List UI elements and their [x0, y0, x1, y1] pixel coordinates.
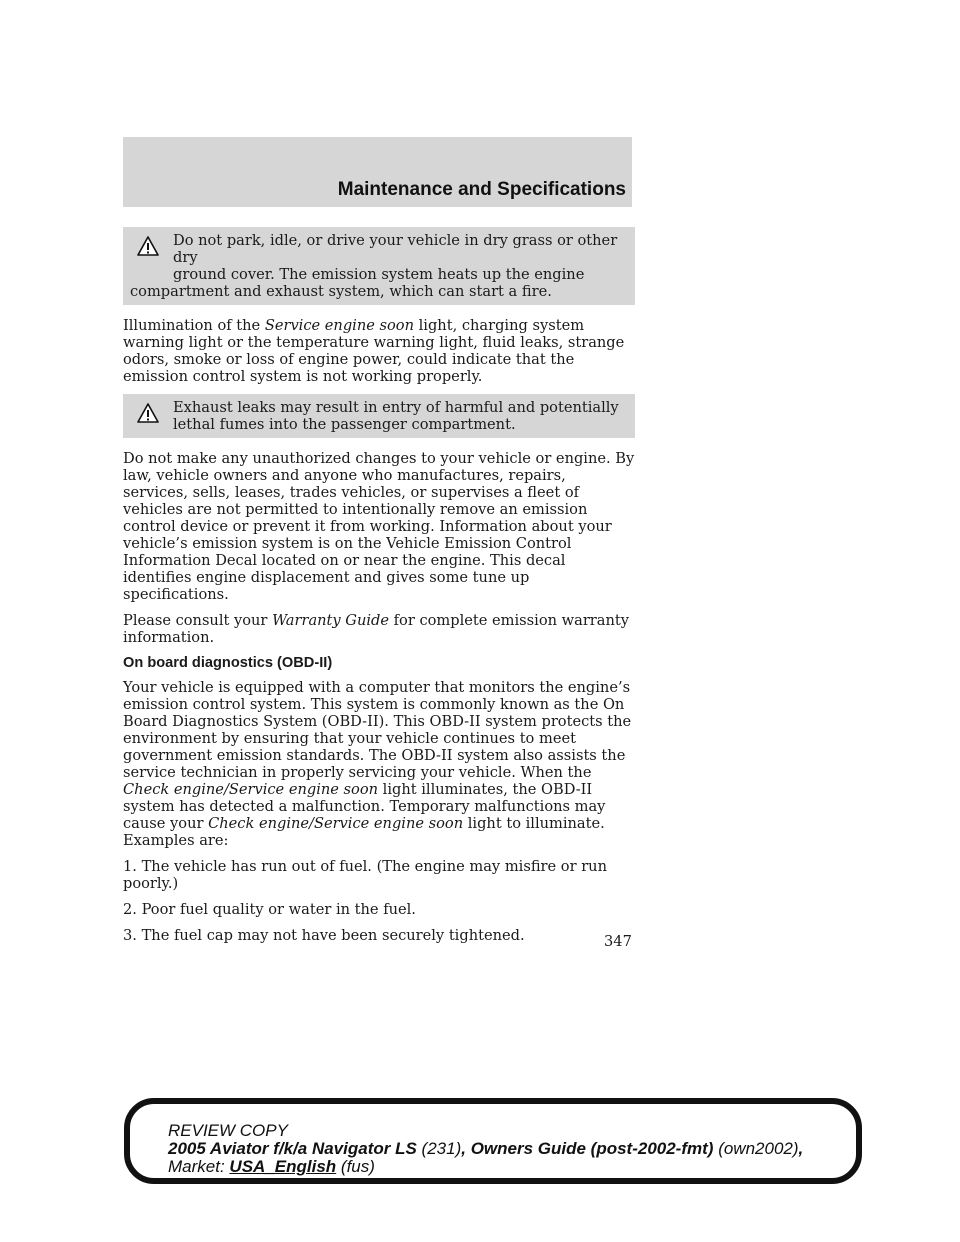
footer-market-line: Market: USA_English (fus)	[168, 1157, 375, 1176]
example-item: 1. The vehicle has run out of fuel. (The engine may misfire or run poorly.)	[123, 858, 607, 892]
warranty-guide-term: Warranty Guide	[272, 612, 389, 629]
warning-text-line: ground cover. The emission system heats up the engine	[173, 266, 585, 283]
warning-triangle-icon	[137, 236, 159, 256]
page-number: 347	[604, 933, 632, 950]
paragraph-unauthorized-changes: Do not make any unauthorized changes to your vehicle or engine. By law, vehicle owners and anyone who manufactures, repairs, services, sells, leases, trades vehicles, or supervises a fleet of vehicles are not permitted to intentionally remove an emission control device or prevent it from working. Information about your vehicle’s emission system is on the Vehicle Emission Control Information Decal located on or near the engine. This decal identifies engine displacement and gives some tune up specifications.	[123, 450, 635, 603]
section-heading-obd: On board diagnostics (OBD-II)	[123, 655, 333, 671]
page-content	[123, 227, 635, 953]
warning-text-line: Exhaust leaks may result in entry of harmful and potentially	[173, 399, 619, 416]
example-item: 2. Poor fuel quality or water in the fuel.	[123, 901, 416, 918]
section-header	[123, 137, 632, 207]
paragraph-illumination: Illumination of the Service engine soon light, charging system warning light or the temperature warning light, fluid leaks, strange odors, smoke or loss of engine power, could indicate that the emission control system is not working properly.	[123, 317, 625, 385]
section-title: Maintenance and Specifications	[337, 179, 626, 200]
warning-box-fire	[123, 227, 635, 305]
review-copy-footer	[124, 1098, 862, 1184]
warning-box-exhaust	[123, 394, 635, 438]
warning-text-line: Do not park, idle, or drive your vehicle in dry grass or other dry	[173, 232, 618, 266]
paragraph-obd: Your vehicle is equipped with a computer that monitors the engine’s emission control system. This system is commonly known as the On Board Diagnostics System (OBD-II). This OBD-II system protects the environment by ensuring that your vehicle continues to meet government emission standards. The OBD-II system also assists the service technician in properly servicing your vehicle. When the Check engine/Service engine soon light illuminates, the OBD-II system has detected a malfunction. Temporary malfunctions may cause your Check engine/Service engine soon light to illuminate. Examples are:	[123, 679, 632, 849]
footer-text	[168, 1122, 846, 1176]
review-copy-label: REVIEW COPY	[168, 1121, 288, 1140]
warning-text-line: lethal fumes into the passenger compartment.	[173, 416, 516, 433]
footer-model-line: 2005 Aviator f/k/a Navigator LS (231), Owners Guide (post-2002-fmt) (own2002),	[168, 1139, 804, 1158]
service-engine-soon-term: Service engine soon	[264, 317, 414, 334]
example-item: 3. The fuel cap may not have been securely tightened.	[123, 927, 525, 944]
warning-text-line: compartment and exhaust system, which can start a fire.	[130, 283, 552, 300]
paragraph-warranty: Please consult your Warranty Guide for complete emission warranty information.	[123, 612, 629, 646]
warning-triangle-icon	[137, 403, 159, 423]
